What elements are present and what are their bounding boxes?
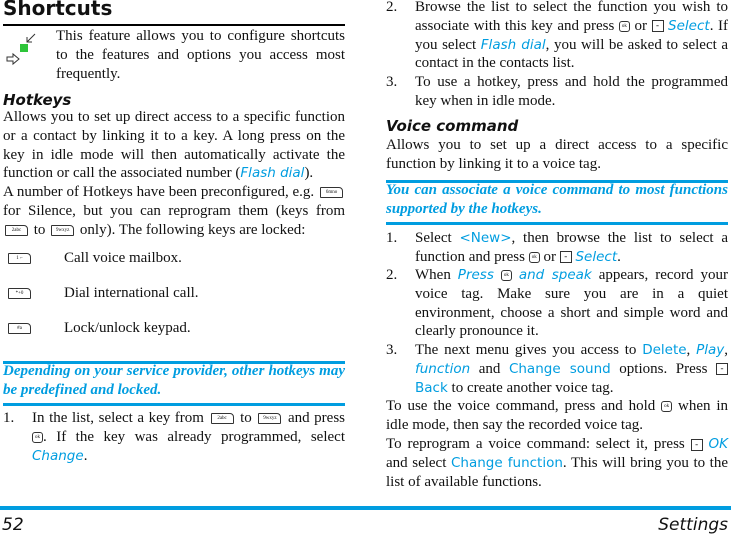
step-number: 1. xyxy=(386,230,398,246)
step-text: To use a hotkey, press and hold the programmed key when in idle mode. xyxy=(415,74,728,109)
text: To reprogram a voice command: select it, press xyxy=(386,436,685,452)
ok-key-icon: ok xyxy=(501,270,512,281)
softkey-icon: - xyxy=(652,20,664,32)
change-link: Change xyxy=(32,447,84,464)
locked-key-row xyxy=(6,249,345,268)
hotkeys-note: Depending on your service provider, other hotkeys may be predefined and locked. xyxy=(3,363,345,398)
hotkeys-step-1 xyxy=(3,409,345,465)
ok-key-icon: ok xyxy=(661,401,672,412)
text: and press xyxy=(287,410,346,426)
text: or xyxy=(634,17,647,34)
ok-key-icon: ok xyxy=(32,432,43,443)
locked-key-row xyxy=(6,284,345,303)
function-link: function xyxy=(415,360,471,377)
hotkeys-description xyxy=(3,108,345,240)
text: to xyxy=(240,410,252,426)
locked-key-description: Call voice mailbox. xyxy=(64,250,182,266)
key-1-icon: 1 ⌐ xyxy=(8,253,31,264)
text: ). xyxy=(304,165,314,182)
step-number: 2. xyxy=(386,0,398,15)
voice-step-3 xyxy=(386,341,728,397)
voice-note: You can associate a voice command to most functions supported by the hotkeys. xyxy=(386,182,728,217)
text: when in idle mode, then say the recorded voice tag. xyxy=(386,398,728,433)
step-number: 3. xyxy=(386,74,398,90)
page-title: Shortcuts xyxy=(3,0,113,20)
text: , xyxy=(686,342,691,358)
key-0-icon: *+0 xyxy=(8,288,31,299)
text: . This will bring you to the list of available functions. xyxy=(386,454,729,490)
hotkeys-heading: Hotkeys xyxy=(3,91,72,109)
text: to xyxy=(33,221,46,238)
text: Select xyxy=(415,230,452,246)
locked-key-description: Lock/unlock keypad. xyxy=(64,320,191,336)
voice-command-heading: Voice command xyxy=(386,117,519,135)
step-text xyxy=(415,0,728,73)
text: Allows you to set up direct access to a specific function or a contact by linking it to a key. A long press on the key in idle mode will then automatically activate the function or call the associated number ( xyxy=(3,109,345,182)
key-9-icon: 9wxyz xyxy=(258,413,281,424)
page-number: 52 xyxy=(2,515,24,534)
section-name: Settings xyxy=(658,515,728,534)
locked-key-row xyxy=(6,319,345,338)
note-rule xyxy=(386,222,728,225)
text: To use the voice command, press and hold xyxy=(386,398,656,414)
text: for Silence, but you can reprogram them (keys from xyxy=(3,202,345,219)
text: options. Press xyxy=(619,360,708,377)
text: , you will be asked to select a contact in the contacts list. xyxy=(415,36,728,72)
ok-key-icon: ok xyxy=(619,21,630,32)
text: In the list, select a key from xyxy=(32,410,204,426)
text: to create another voice tag. xyxy=(451,379,614,396)
step-text xyxy=(415,266,728,341)
shortcuts-icon xyxy=(5,32,41,68)
key-6-icon: 6mno xyxy=(320,187,343,198)
softkey-icon: - xyxy=(691,439,703,451)
select-link: Select xyxy=(668,17,710,34)
change-sound-link: Change sound xyxy=(508,360,611,377)
step-text: In the list, select a key from 2abc to 9wxyz and press ok . If the key was already programmed, select Change. xyxy=(32,410,346,464)
key-2-icon: 2abc xyxy=(211,413,234,424)
ok-key-icon: ok xyxy=(529,252,540,263)
text: , xyxy=(724,342,728,358)
hotkeys-step-2 xyxy=(386,0,728,73)
text: . xyxy=(617,248,621,265)
text: appears, record your voice tag. Make sure you are in a quiet environment, choose a short and simple word and clearly pronounce it. xyxy=(415,267,728,340)
back-link: Back xyxy=(415,379,448,396)
step-number: 2. xyxy=(386,267,398,283)
voice-step-1 xyxy=(386,229,728,267)
step-text xyxy=(415,229,728,267)
step-text xyxy=(415,341,728,397)
delete-link: Delete xyxy=(642,342,687,358)
text: Browse the list to select the function you wish to associate with this key and press xyxy=(415,0,728,34)
footer-rule xyxy=(0,506,731,510)
key-2-icon: 2abc xyxy=(5,225,28,236)
text: A number of Hotkeys have been preconfigured, e.g. xyxy=(3,184,315,201)
step-number: 3. xyxy=(386,342,398,358)
text: . If the key was already programmed, select xyxy=(43,428,345,445)
title-rule xyxy=(3,24,345,26)
play-link: Play xyxy=(696,342,725,358)
hotkeys-step-3 xyxy=(386,73,728,111)
new-link: <New> xyxy=(459,230,512,246)
voice-step-2 xyxy=(386,266,728,341)
text: . If you select xyxy=(415,17,728,53)
step-number: 1. xyxy=(3,410,15,426)
text: only). The following keys are locked: xyxy=(79,221,306,238)
intro-text: This feature allows you to configure shortcuts to the features and options you access most frequently. xyxy=(56,28,345,82)
softkey-icon: - xyxy=(716,363,728,375)
key-hash-icon: #a xyxy=(8,323,31,334)
and-speak-link: and speak xyxy=(518,267,592,283)
text: When xyxy=(415,267,451,283)
voice-description: Allows you to set up a direct access to a specific function by linking it to a voice tag. xyxy=(386,137,728,172)
select-link: Select xyxy=(575,248,618,265)
press-link: Press xyxy=(457,267,494,283)
softkey-icon: - xyxy=(560,251,572,263)
change-function-link: Change function xyxy=(450,454,563,471)
flash-dial-link: Flash dial xyxy=(240,165,305,182)
key-9-icon: 9wxyz xyxy=(51,225,74,236)
locked-key-description: Dial international call. xyxy=(64,285,199,301)
ok-link: OK xyxy=(708,436,729,452)
flash-dial-link: Flash dial xyxy=(480,36,546,53)
text: , then browse the list to select a function and press xyxy=(415,230,728,265)
text: or xyxy=(543,248,556,265)
text: and xyxy=(478,360,501,377)
text: and select xyxy=(386,454,447,471)
note-rule xyxy=(3,403,345,406)
voice-reprogram xyxy=(386,435,728,491)
voice-usage xyxy=(386,397,728,435)
text: The next menu gives you access to xyxy=(415,342,637,358)
